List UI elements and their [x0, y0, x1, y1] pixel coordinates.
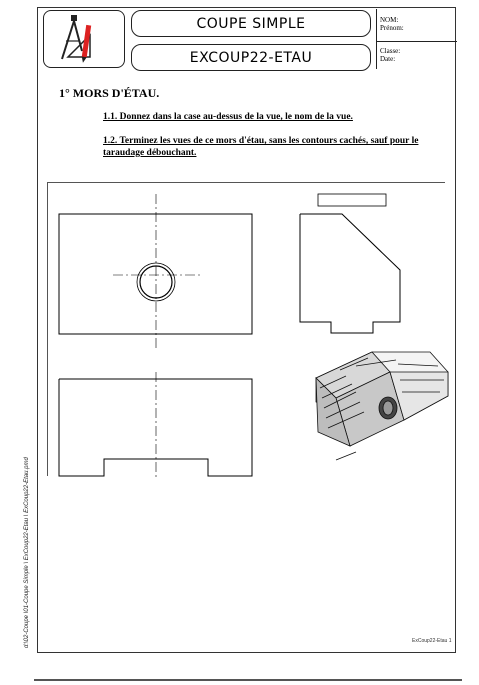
- isometric-sketch: [316, 352, 448, 460]
- question-1: 1.1. Donnez dans la case au-dessus de la vue, le nom de la vue.: [103, 112, 353, 122]
- file-path-text: d:\02-Coupe \01-Coupe Simple \ ExCoup22-Etau \ ExCoup22-Etau.pmd: [24, 457, 30, 648]
- nom-label: NOM:: [380, 16, 399, 24]
- front-view-outline: [59, 214, 252, 334]
- classe-label: Classe:: [380, 47, 401, 55]
- top-view-outline: [59, 379, 252, 476]
- section-heading: 1° MORS D'ÉTAU.: [59, 86, 160, 100]
- question-2: 1.2. Terminez les vues de ce mors d'étau, sans les contours cachés, sauf pour le taraudage débouchant.: [103, 136, 419, 158]
- date-label: Date:: [380, 55, 396, 63]
- bottom-divider: [34, 679, 462, 681]
- exercise-code: EXCOUP22-ETAU: [189, 49, 313, 66]
- side-view-outline: [300, 214, 400, 333]
- view-name-box[interactable]: [318, 194, 386, 206]
- page-reference: ExCoup22-Etau 1: [412, 638, 452, 644]
- sheet-title: COUPE SIMPLE: [196, 15, 306, 32]
- prenom-label: Prénom:: [380, 24, 404, 32]
